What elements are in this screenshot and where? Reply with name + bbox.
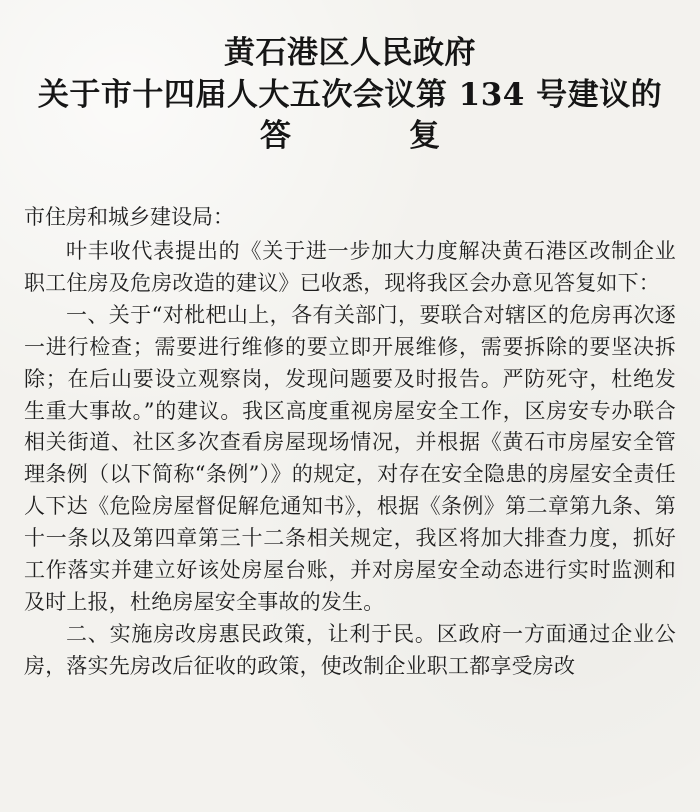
paragraph-section-2: 二、实施房改房惠民政策，让利于民。区政府一方面通过企业公房，落实先房改后征收的政策，使改制企业职工都享受房改 — [24, 621, 676, 678]
title-line-1: 黄石港区人民政府 — [224, 35, 476, 71]
paragraph-section-1: 一、关于“对枇杷山上，各有关部门，要联合对辖区的危房再次逐一进行检查；需要进行维修的要立即开展维修，需要拆除的要坚决拆除；在后山要设立观察岗，发现问题要及时报告。严防死守，杜绝发生重大事故。”的建议。我区高度重视房屋安全工作，区房安专办联合相关街道、社区多次查看房屋现场情况，并根据《黄石市房屋安全管理条例（以下简称“条例”）》的规定，对存在安全隐患的房屋安全责任人下达《危险房屋督促解危通知书》，根据《条例》第二章第九条、第十一条以及第四章第三十二条相关规定，我区将加大排查力度，抓好工作落实并建立好该处房屋台账，并对房屋安全动态进行实时监测和及时上报，杜绝房屋安全事故的发生。 — [24, 302, 676, 614]
title-line-2: 关于市十四届人大五次会议第 134 号建议的 — [37, 77, 663, 113]
title-line-3: 答复 — [260, 118, 558, 154]
recipient-line: 市住房和城乡建设局： — [24, 205, 234, 229]
document-title — [0, 32, 700, 157]
paragraph-intro: 叶丰收代表提出的《关于进一步加大力度解决黄石港区改制企业职工住房及危房改造的建议》已收悉，现将我区会办意见答复如下： — [24, 239, 676, 295]
document-body — [24, 236, 676, 683]
